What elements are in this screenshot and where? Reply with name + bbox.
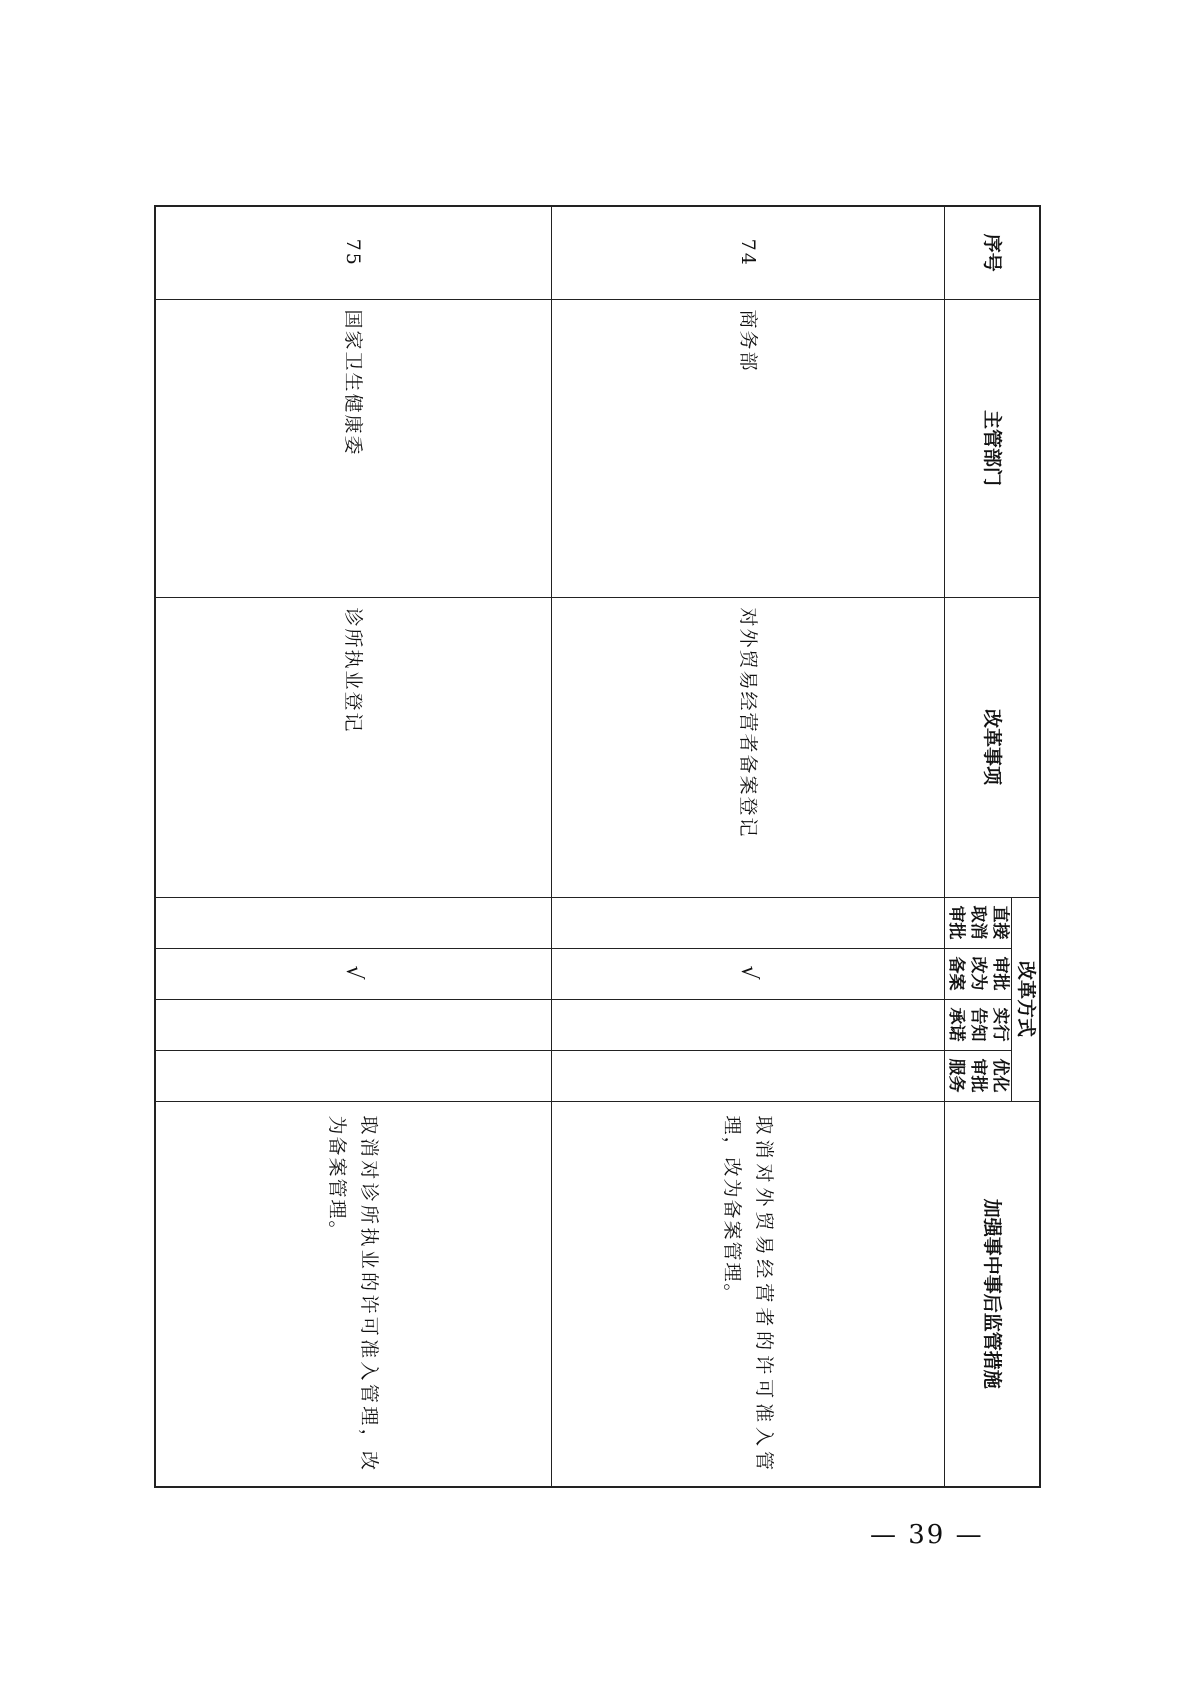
table-row — [155, 206, 551, 1487]
cell-reform: 取消对诊所执业的许可准入管理，改为备案管理。 — [155, 1101, 551, 1487]
cell-mode-notify — [551, 999, 945, 1050]
header-reform-mode-group: 改革方式 — [1012, 897, 1040, 1101]
reform-table — [154, 205, 1041, 1488]
header-measures: 加强事中事后监管措施 — [945, 1101, 1040, 1487]
cell-mode-cancel — [155, 897, 551, 948]
header-seq: 序号 — [945, 206, 1040, 299]
rotated-table-container — [154, 205, 1041, 1486]
header-mode-filing: 审批改为备案 — [945, 948, 1012, 999]
cell-mode-filing: √ — [551, 948, 945, 999]
header-mode-optimize: 优化审批服务 — [945, 1050, 1012, 1101]
cell-mode-filing: √ — [155, 948, 551, 999]
cell-dept: 国家卫生健康委 — [155, 299, 551, 597]
header-dept: 主管部门 — [945, 299, 1040, 597]
cell-reform: 取消对外贸易经营者的许可准入管理，改为备案管理。 — [551, 1101, 945, 1487]
header-item: 改革事项 — [945, 597, 1040, 897]
cell-seq: 74 — [551, 206, 945, 299]
cell-mode-notify — [155, 999, 551, 1050]
cell-mode-optimize — [551, 1050, 945, 1101]
cell-seq: 75 — [155, 206, 551, 299]
header-mode-notify: 实行告知承诺 — [945, 999, 1012, 1050]
cell-item: 对外贸易经营者备案登记 — [551, 597, 945, 897]
cell-mode-cancel — [551, 897, 945, 948]
cell-dept: 商务部 — [551, 299, 945, 597]
page-number: — 39 — — [870, 1520, 984, 1550]
cell-mode-optimize — [155, 1050, 551, 1101]
cell-item: 诊所执业登记 — [155, 597, 551, 897]
header-mode-cancel: 直接取消审批 — [945, 897, 1012, 948]
table-row — [551, 206, 945, 1487]
